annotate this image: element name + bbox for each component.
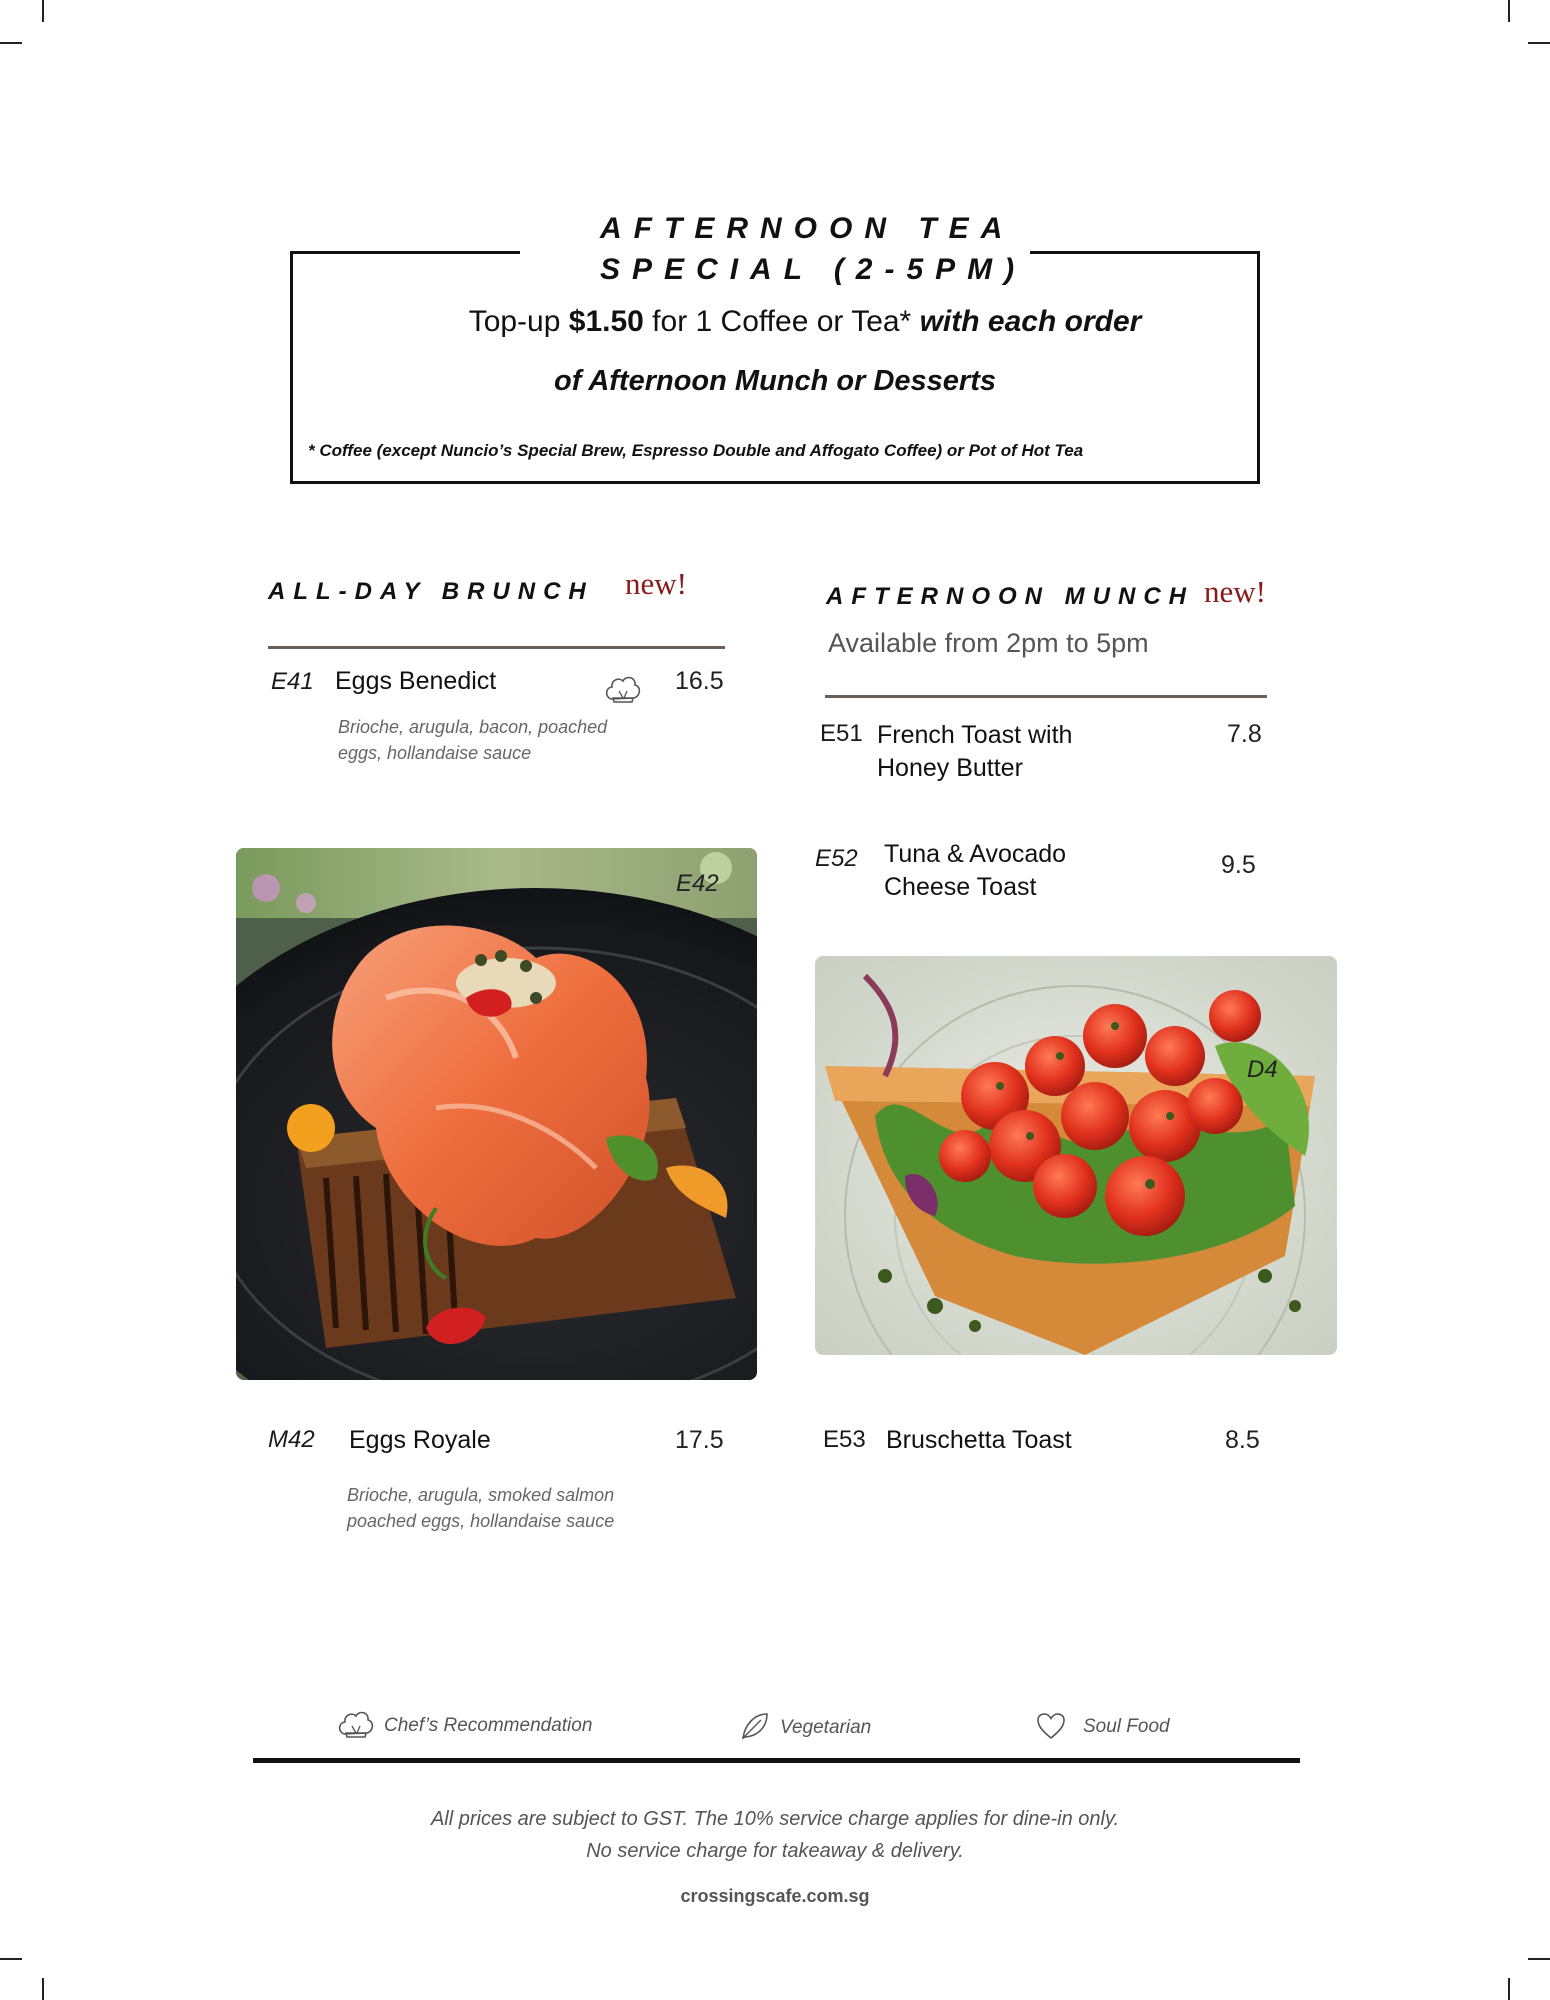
item-price: 9.5: [1221, 851, 1256, 879]
item-code: E53: [823, 1426, 866, 1453]
item-price: 16.5: [675, 667, 724, 695]
munch-new-badge: new!: [1204, 574, 1266, 609]
crop-mark: [1508, 1978, 1510, 2000]
promo-title-line2: SPECIAL (2-5PM): [600, 253, 1027, 286]
photo-code-tag: D4: [1247, 1056, 1278, 1083]
item-name: Tuna & Avocado Cheese Toast: [884, 840, 1067, 901]
crop-mark: [0, 1958, 22, 1960]
promo-title-line1: AFTERNOON TEA: [600, 212, 1015, 245]
legend-chef-label: Chef’s Recommendation: [384, 1715, 593, 1736]
brunch-section-title: ALL-DAY BRUNCH: [268, 578, 594, 605]
leaf-icon: [739, 1710, 771, 1747]
photo-code-tag: E42: [676, 870, 719, 897]
item-price: 17.5: [675, 1426, 724, 1454]
item-description: Brioche, arugula, smoked salmon poached eggs, hollandaise sauce: [347, 1485, 615, 1531]
footer-service-note: No service charge for takeaway & delivery.: [586, 1840, 964, 1862]
promo-price: $1.50: [568, 305, 644, 338]
footer-divider: [253, 1758, 1300, 1763]
promo-footnote: * Coffee (except Nuncio’s Special Brew, Espresso Double and Affogato Coffee) or Pot of Hot Tea: [308, 441, 1084, 460]
crop-mark: [1508, 0, 1510, 22]
footer-gst-note: All prices are subject to GST. The 10% service charge applies for dine-in only.: [430, 1808, 1120, 1830]
website-link[interactable]: crossingscafe.com.sg: [680, 1886, 870, 1906]
legend-veg-label: Vegetarian: [780, 1717, 872, 1738]
chef-hat-icon: [336, 1706, 376, 1745]
munch-section-title: AFTERNOON MUNCH: [826, 583, 1194, 610]
item-code: M42: [268, 1426, 315, 1453]
promo-offer-line: Top-up $1.50 for 1 Coffee or Tea* with each order: [468, 305, 1142, 338]
promo-title: [520, 208, 1030, 290]
chef-hat-icon: [603, 671, 643, 710]
munch-divider: [825, 695, 1267, 698]
item-name: Eggs Royale: [349, 1426, 491, 1454]
brunch-new-badge: new!: [625, 566, 687, 601]
promo-offer-line2: of Afternoon Munch or Desserts: [553, 365, 996, 397]
bruschetta-photo: [815, 956, 1337, 1355]
item-name: Bruschetta Toast: [886, 1426, 1072, 1454]
item-code: E52: [815, 845, 858, 872]
eggs-royale-photo: [236, 848, 757, 1380]
item-name: French Toast with Honey Butter: [877, 721, 1073, 782]
munch-availability: Available from 2pm to 5pm: [828, 628, 1149, 658]
item-code: E51: [820, 720, 863, 747]
crop-mark: [0, 42, 22, 44]
crop-mark: [1528, 1958, 1550, 1960]
item-description: Brioche, arugula, bacon, poached eggs, hollandaise sauce: [338, 717, 608, 763]
heart-icon: [1036, 1712, 1066, 1745]
item-price: 8.5: [1225, 1426, 1260, 1454]
item-code: E41: [271, 668, 314, 695]
crop-mark: [42, 0, 44, 22]
brunch-divider: [268, 646, 725, 649]
legend-soul-label: Soul Food: [1083, 1716, 1170, 1737]
item-name: Eggs Benedict: [335, 667, 497, 695]
crop-mark: [1528, 42, 1550, 44]
item-price: 7.8: [1227, 720, 1262, 748]
crop-mark: [42, 1978, 44, 2000]
